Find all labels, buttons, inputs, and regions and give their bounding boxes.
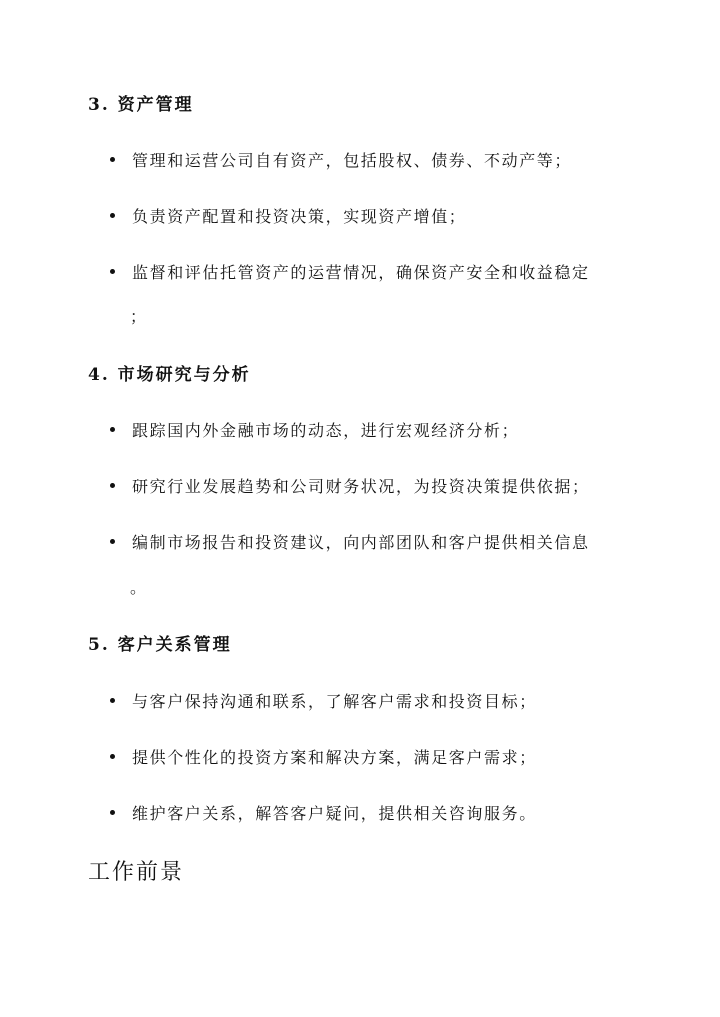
section-heading-asset-management: 3. 资产管理 [88, 95, 194, 115]
list-item-text: 编制市场报告和投资建议，向内部团队和客户提供相关信息 [132, 533, 590, 552]
bullet-icon [110, 157, 115, 162]
section-heading-market-research: 4. 市场研究与分析 [88, 365, 251, 385]
wrapped-line-tail: ； [130, 307, 147, 326]
bullet-icon [110, 698, 115, 703]
bullet-icon [110, 754, 115, 759]
list-item-text: 提供个性化的投资方案和解决方案，满足客户需求； [132, 748, 537, 767]
bullet-icon [110, 810, 115, 815]
list-item-text: 与客户保持沟通和联系，了解客户需求和投资目标； [132, 692, 537, 711]
bullet-icon [110, 539, 115, 544]
bullet-icon [110, 213, 115, 218]
list-item-text: 维护客户关系，解答客户疑问，提供相关咨询服务。 [132, 804, 537, 823]
bullet-icon [110, 427, 115, 432]
list-item-text: 负责资产配置和投资决策，实现资产增值； [132, 207, 467, 226]
list-item-text: 监督和评估托管资产的运营情况，确保资产安全和收益稳定 [132, 263, 590, 282]
list-item-text: 管理和运营公司自有资产，包括股权、债券、不动产等； [132, 151, 573, 170]
wrapped-line-tail: 。 [130, 578, 147, 597]
list-item-text: 跟踪国内外金融市场的动态，进行宏观经济分析； [132, 421, 520, 440]
bullet-icon [110, 483, 115, 488]
section-heading-client-relations: 5. 客户关系管理 [88, 635, 232, 655]
bullet-icon [110, 269, 115, 274]
section-title-work-prospects: 工作前景 [88, 860, 185, 885]
list-item-text: 研究行业发展趋势和公司财务状况，为投资决策提供依据； [132, 477, 590, 496]
